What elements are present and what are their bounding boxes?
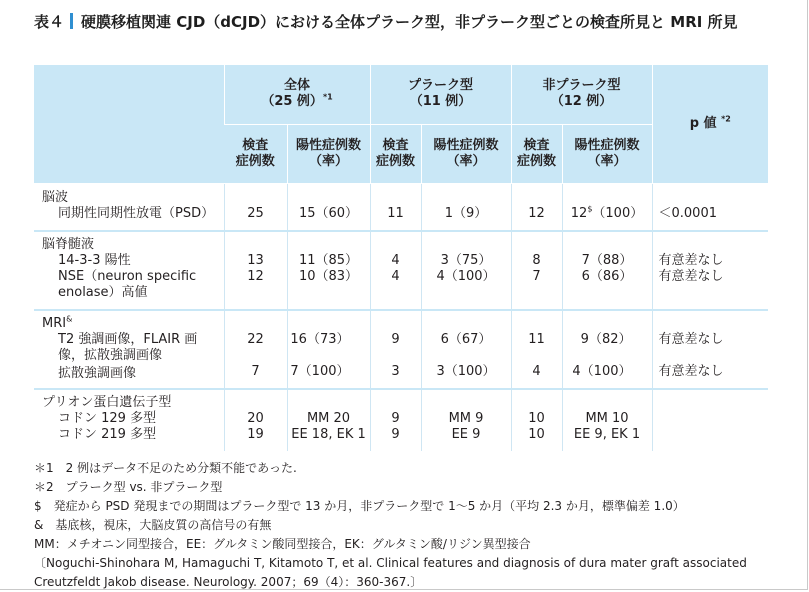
footnote-dollar: $ 発症から PSD 発現までの期間はプラーク型で 13 か月，非プラーク型で 1～5 か月（平均 2.3 か月，標準偏差 1.0） [34,499,685,513]
table-row-eeg [34,183,768,231]
cell-all-cases: 25 [224,183,287,231]
subheader-plaque-cases: 検査 症例数 [370,124,421,183]
header-p-label: p 値 [689,115,717,131]
table-title [34,12,794,32]
item-label-1433: 14-3-3 陽性 [58,253,131,268]
header-plaque [370,65,511,124]
cell-p-value: ＜0.0001 [652,183,768,231]
footnote-amp: & 基底核，視床，大脳皮質の高信号の有無 [34,518,272,532]
subheader-plaque-pos: 陽性症例数 （率） [421,124,511,183]
cell-all-pos: 16（73） 7（100） [287,310,370,389]
table-row-csf [34,231,768,310]
findings-table [34,65,768,451]
item-label-psd: 同期性同期性放電（PSD） [58,205,215,221]
header-blank [34,65,224,183]
mri-sup: & [66,314,73,324]
item-label-dwi: 拡散強調画像 [58,366,137,381]
header-all [224,65,370,124]
subheader-nonplaque-cases: 検査 症例数 [511,124,562,183]
item-label-nse-2: enolase）高値 [58,285,148,300]
cell-all-pos: MM 20 EE 18, EK 1 [287,389,370,451]
item-label-codon129: コドン 129 多型 [58,411,157,426]
group-label-prion: プリオン蛋白遺伝子型 [42,395,172,410]
cell-all-cases: 20 19 [224,389,287,451]
cell-plaque-pos: MM 9 EE 9 [421,389,511,451]
cell-nonplaque-pos: 7（88） 6（86） [562,231,652,310]
item-label-t2-1: T2 強調画像，FLAIR 画 [58,332,198,347]
cell-all-pos: 11（85） 10（83） [287,231,370,310]
cell-plaque-pos: 3（75） 4（100） [421,231,511,310]
item-label-t2-2: 像，拡散強調画像 [58,348,163,363]
cell-nonplaque-cases: 12 [511,183,562,231]
header-nonplaque [511,65,652,124]
cell-nonplaque-cases: 8 7 [511,231,562,310]
header-nonplaque-count: （12 例） [550,94,613,110]
header-all-label: 全体 [283,78,310,94]
subheader-nonplaque-pos: 陽性症例数 （率） [562,124,652,183]
cell-all-pos: 15（60） [287,183,370,231]
cell-all-cases: 22 7 [224,310,287,389]
cell-all-cases: 13 12 [224,231,287,310]
header-plaque-count: （11 例） [409,94,472,110]
cell-nonplaque-pos: 12$（100） [562,183,652,231]
item-label-codon219: コドン 219 多型 [58,427,157,442]
subheader-all-cases: 検査 症例数 [224,124,287,183]
table-number: 表４ [34,13,65,31]
cell-nonplaque-cases: 10 10 [511,389,562,451]
cell-plaque-pos: 6（67） 3（100） [421,310,511,389]
header-nonplaque-label: 非プラーク型 [542,78,621,94]
footnotes [34,459,784,592]
header-plaque-label: プラーク型 [407,78,473,94]
cell-p-value: 有意差なし 有意差なし [652,310,768,389]
citation-line-1: 〔Noguchi-Shinohara M, Hamaguchi T, Kitamoto T, et al. Clinical features and diagnosis of dura mater graft associated [34,556,747,570]
cell-plaque-cases: 9 9 [370,389,421,451]
cell-nonplaque-pos: 9（82） 4（100） [562,310,652,389]
cell-p-value [652,389,768,451]
header-row-1 [34,65,768,124]
cell-plaque-pos: 1（9） [421,183,511,231]
cell-nonplaque-pos: MM 10 EE 9, EK 1 [562,389,652,451]
table-row-mri [34,310,768,389]
group-label-csf: 脳脊髄液 [42,237,95,252]
subheader-all-pos: 陽性症例数 （率） [287,124,370,183]
row-label [34,310,224,389]
cell-plaque-cases: 11 [370,183,421,231]
citation-line-2: Creutzfeldt Jakob disease. Neurology. 2007；69（4）：360-367.〕 [34,575,423,589]
row-label [34,183,224,231]
item-label-nse-1: NSE（neuron specific [58,269,197,284]
group-label-eeg: 脳波 [42,189,69,205]
header-all-count: （25 例） [261,94,323,110]
footnote-abbreviations: MM：メチオニン同型接合，EE：グルタミン酸同型接合，EK：グルタミン酸/リジン異型接合 [34,537,531,551]
group-label-mri: MRI [42,316,67,331]
cell-nonplaque-cases: 11 4 [511,310,562,389]
row-label [34,231,224,310]
footnote-2: ＊2 プラーク型 vs. 非プラーク型 [34,480,223,494]
header-p-value [652,65,768,183]
title-accent-bar [70,13,73,29]
header-p-sup: *2 [721,114,731,124]
cell-plaque-cases: 9 3 [370,310,421,389]
cell-p-value: 有意差なし 有意差なし [652,231,768,310]
cell-plaque-cases: 4 4 [370,231,421,310]
table-title-text: 硬膜移植関連 CJD（dCJD）における全体プラーク型，非プラーク型ごとの検査所見と MRI 所見 [81,13,738,31]
row-label [34,389,224,451]
header-all-sup: *1 [322,92,333,102]
table-row-prion [34,389,768,451]
footnote-1: ＊1 2 例はデータ不足のため分類不能であった. [34,461,297,475]
